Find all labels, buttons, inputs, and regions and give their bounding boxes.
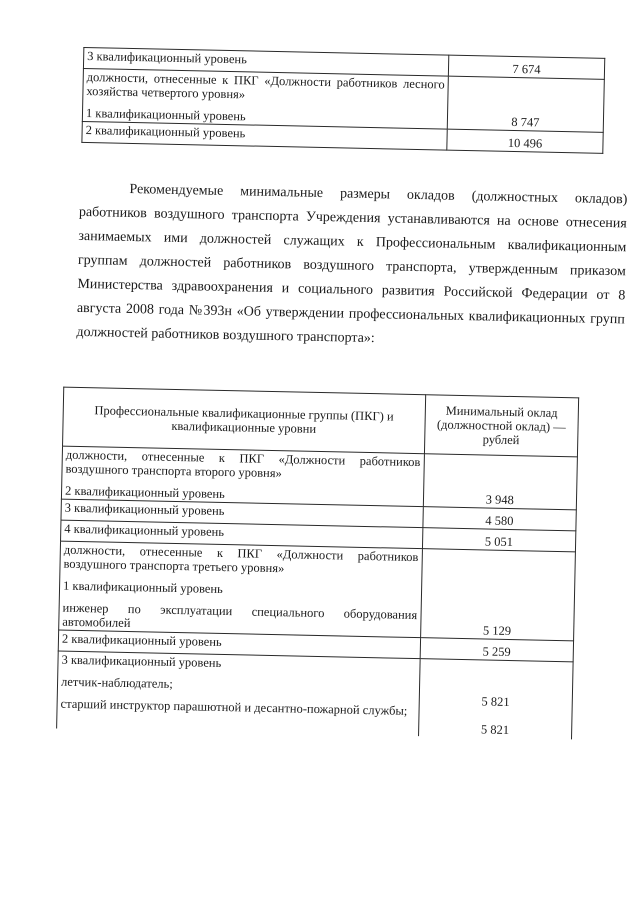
row-label: 1 квалификационный уровень	[62, 578, 223, 596]
salary-value: 7 674	[512, 61, 541, 77]
table-cell-value	[447, 76, 604, 132]
row-label: 2 квалификационный уровень	[85, 123, 246, 141]
column-header-groups: Профессиональные квалификационные группы (ПКГ) и квалификационные уровни	[63, 387, 426, 454]
position-name: летчик-наблюдатель;	[60, 674, 173, 691]
table-cell-value	[420, 549, 575, 641]
salary-value: 5 051	[484, 534, 514, 550]
table-cell-value	[447, 129, 603, 153]
row-label: 3 квалификационный уровень	[64, 500, 225, 519]
row-label: 1 квалификационный уровень	[85, 106, 246, 124]
salary-table-forestry	[81, 47, 605, 154]
group-title: должности, отнесенные к ПКГ «Должности работников воздушного транспорта третьего уровня»	[63, 542, 419, 576]
row-label: 2 квалификационный уровень	[61, 631, 222, 649]
table-cell-label	[61, 446, 424, 507]
row-label: 2 квалификационный уровень	[64, 483, 225, 502]
table-header-row	[63, 387, 579, 457]
salary-value: 5 821	[480, 722, 510, 738]
column-header-salary: Минимальный оклад (должностной оклад) — рублей	[424, 395, 579, 457]
row-label: 3 квалификационный уровень	[61, 652, 222, 670]
salary-value: 3 948	[485, 492, 515, 508]
body-paragraph: Рекомендуемые минимальные размеры окладов (должностных окладов) работников воздушного транспорта Учреждения устанавливаются на основе отнесения занимаемых ими должностей служащих к Профессиональным квалификационным группам должностей работников воздушного транспорта, утвержденным приказом Министерства здравоохранения и социального развития Российской Федерации от 8 августа 2008 года №393н «Об утверждении профессиональных квалификационных групп должностей работников воздушного транспорта»:	[76, 181, 628, 347]
row-label: 3 квалификационный уровень	[87, 49, 248, 67]
table-cell-value	[423, 454, 577, 510]
table-row	[57, 651, 574, 739]
salary-value: 8 747	[511, 114, 540, 130]
group-title: должности, отнесенные к ПКГ «Должности работников лесного хозяйства четвертого уровня»	[86, 70, 445, 102]
salary-value: 5 821	[481, 694, 510, 710]
row-label: 4 квалификационный уровень	[64, 521, 225, 540]
table-cell-label	[59, 541, 422, 638]
table-row	[59, 541, 576, 641]
salary-table-air-transport	[56, 387, 579, 740]
table-cell-label	[57, 651, 420, 736]
salary-value: 10 496	[507, 135, 543, 151]
salary-value: 5 259	[482, 644, 511, 660]
salary-value: 5 129	[482, 623, 512, 639]
group-title: должности, отнесенные к ПКГ «Должности работников воздушного транспорта второго уровня»	[65, 447, 421, 481]
table-cell-label	[82, 68, 448, 129]
position-name: старший инструктор парашютной и десантно-пожарной службы;	[60, 696, 408, 718]
position-name: инженер по эксплуатации специального оборудования автомобилей	[62, 600, 418, 631]
salary-value: 4 580	[485, 513, 514, 529]
table-cell-value	[418, 659, 573, 740]
